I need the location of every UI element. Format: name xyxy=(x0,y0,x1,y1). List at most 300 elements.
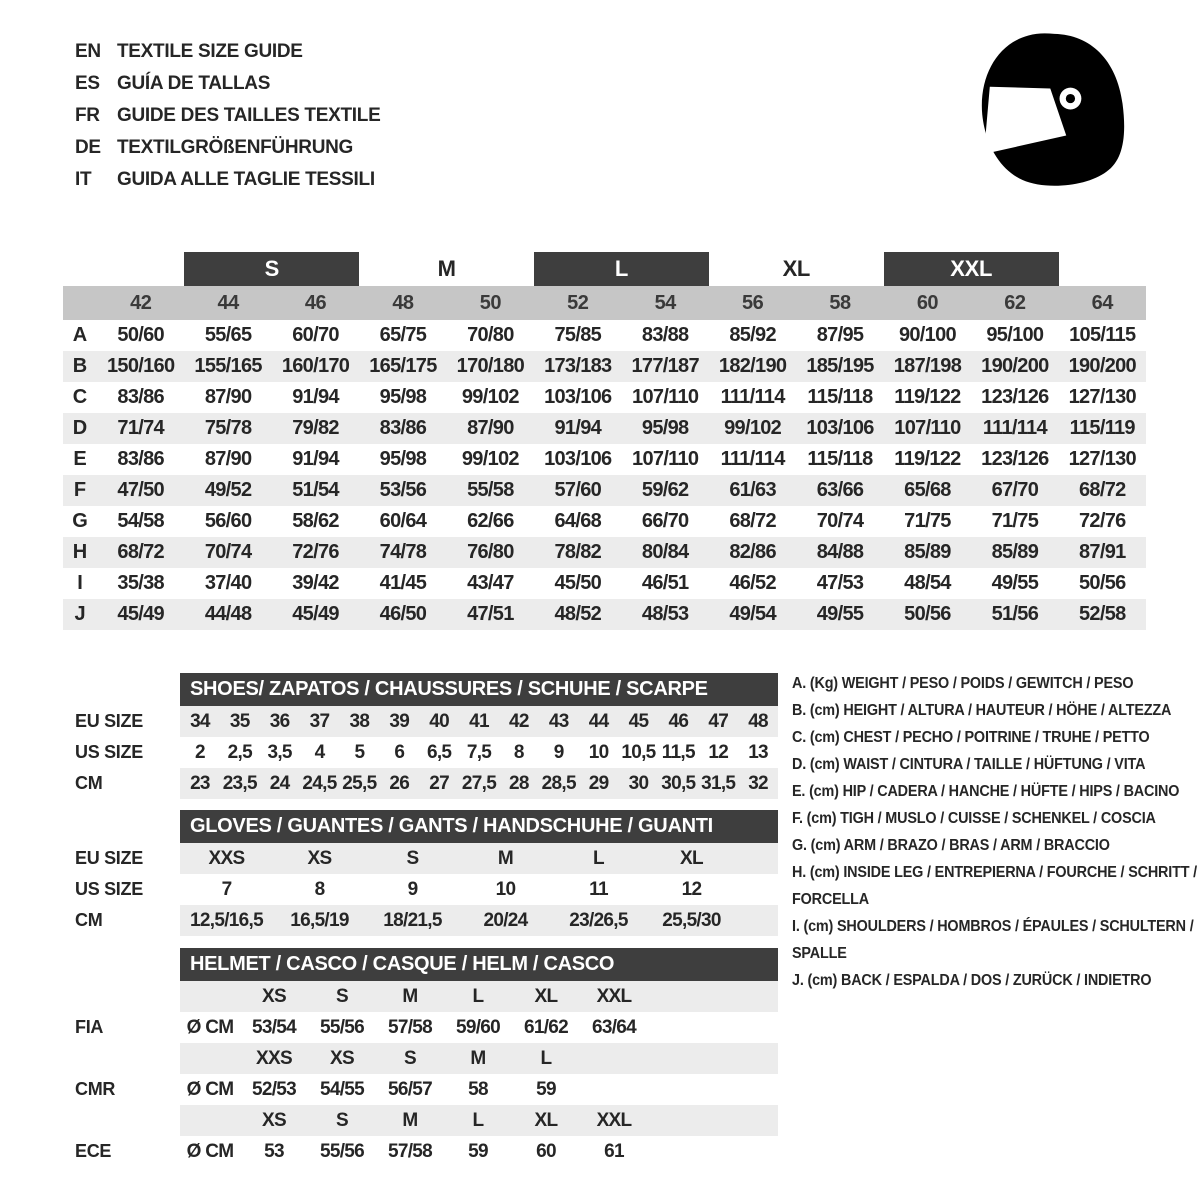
table-cell: 55/56 xyxy=(319,1016,365,1038)
column-header: 56 xyxy=(741,291,764,314)
guide-title: GUIDE DES TAILLES TEXTILE xyxy=(117,105,381,126)
row-label: C xyxy=(72,386,88,408)
column-header: 52 xyxy=(567,291,589,314)
table-cell: 29 xyxy=(588,772,609,794)
size-header-cell: L xyxy=(540,1047,552,1069)
row-label: H xyxy=(72,541,88,563)
row-values xyxy=(180,1136,778,1167)
row-values xyxy=(180,1043,778,1074)
table-cell: 12,5/16,5 xyxy=(190,909,263,931)
table-cell: 71/75 xyxy=(991,510,1039,532)
table-cell: 59 xyxy=(536,1078,556,1100)
table-cell: 43 xyxy=(548,710,569,732)
table-row xyxy=(63,413,1146,444)
table-cell: 30 xyxy=(628,772,649,794)
table-cell: 182/190 xyxy=(718,355,787,377)
table-cell: 49/55 xyxy=(991,572,1039,594)
table-cell: 190/200 xyxy=(981,355,1049,377)
size-header-cell: M xyxy=(470,1047,486,1069)
table-cell: 123/126 xyxy=(981,386,1049,408)
language-code: DE xyxy=(75,137,101,158)
table-row xyxy=(63,568,1146,599)
row-label: EU SIZE xyxy=(75,848,143,868)
table-cell: 18/21,5 xyxy=(383,909,442,931)
table-cell: 7 xyxy=(221,878,232,900)
table-cell: 79/82 xyxy=(292,417,339,439)
table-cell: 35/38 xyxy=(117,572,164,594)
table-cell: 10 xyxy=(588,741,609,763)
size-header-cell: L xyxy=(472,985,484,1007)
table-cell: 103/106 xyxy=(544,386,612,408)
helmet-sizes-row xyxy=(70,981,778,1012)
column-header: 62 xyxy=(1004,291,1026,314)
guide-title: GUIDA ALLE TAGLIE TESSILI xyxy=(117,169,375,190)
table-cell: 23,5 xyxy=(222,772,257,794)
table-cell: 9 xyxy=(407,878,418,900)
table-cell: 115/118 xyxy=(807,448,873,470)
gloves-title-bar: GLOVES / GUANTES / GANTS / HANDSCHUHE / GUANTI xyxy=(180,810,778,843)
table-cell: 56/60 xyxy=(204,510,252,532)
column-header: 58 xyxy=(829,291,851,314)
table-cell: 46/51 xyxy=(641,572,689,594)
table-cell: 83/86 xyxy=(117,448,164,470)
table-cell: 41 xyxy=(469,710,489,732)
table-cell: 4 xyxy=(314,741,325,763)
gloves-section xyxy=(70,810,778,936)
table-cell: 46/52 xyxy=(729,572,776,594)
table-cell: 34 xyxy=(190,710,210,732)
table-cell: 50/60 xyxy=(117,324,164,346)
table-cell: S xyxy=(406,847,419,869)
table-cell: 35 xyxy=(229,710,250,732)
row-label: US SIZE xyxy=(75,742,143,762)
table-cell: 39/42 xyxy=(292,572,339,594)
table-cell: 75/85 xyxy=(554,324,602,346)
table-cell: 48/54 xyxy=(904,572,951,594)
legend-item: D. (cm) WAIST / CINTURA / TAILLE / HÜFTUNG / VITA xyxy=(792,756,1146,773)
legend-item: I. (cm) SHOULDERS / HOMBROS / ÉPAULES / SCHULTERN / SPALLE xyxy=(792,918,1194,962)
column-header: 50 xyxy=(479,291,501,314)
column-header: 42 xyxy=(130,291,152,314)
table-cell: 6,5 xyxy=(426,741,452,763)
table-cell: 185/195 xyxy=(806,355,874,377)
table-cell: 72/76 xyxy=(1079,510,1126,532)
table-cell: 68/72 xyxy=(1079,479,1126,501)
language-code: ES xyxy=(75,73,100,94)
table-cell: 45/49 xyxy=(117,603,164,625)
table-cell: 76/80 xyxy=(467,541,514,563)
table-cell: M xyxy=(497,847,514,869)
legend-item: C. (cm) CHEST / PECHO / POITRINE / TRUHE / PETTO xyxy=(792,729,1150,746)
language-row xyxy=(75,68,380,100)
language-code: FR xyxy=(75,105,100,126)
helmet-values-row xyxy=(70,1136,778,1167)
table-cell: 55/56 xyxy=(319,1140,365,1162)
table-cell: 36 xyxy=(269,710,290,732)
table-cell: 46 xyxy=(668,710,689,732)
table-cell: 11 xyxy=(589,878,608,900)
table-cell: 61 xyxy=(604,1140,624,1162)
row-label: CM xyxy=(75,910,103,930)
table-cell: 43/47 xyxy=(467,572,514,594)
size-header-cell: XS xyxy=(330,1047,354,1069)
table-cell: 64/68 xyxy=(554,510,602,532)
table-cell: 62/66 xyxy=(467,510,514,532)
size-group-label: S xyxy=(184,252,359,286)
table-cell: 150/160 xyxy=(107,355,175,377)
language-row xyxy=(75,100,380,132)
standard-label: ECE xyxy=(75,1141,112,1161)
table-cell: 107/110 xyxy=(632,386,699,408)
table-cell: 65/75 xyxy=(379,324,427,346)
language-code: EN xyxy=(75,41,101,62)
table-cell: 95/98 xyxy=(641,417,689,439)
table-cell: 160/170 xyxy=(281,355,350,377)
textile-size-table-body xyxy=(63,320,1146,630)
table-cell: 91/94 xyxy=(292,448,339,470)
table-cell: 67/70 xyxy=(991,479,1039,501)
table-row xyxy=(70,768,778,799)
table-cell: 16,5/19 xyxy=(290,909,349,931)
guide-title: GUÍA DE TALLAS xyxy=(117,73,271,94)
table-cell: 119/122 xyxy=(894,386,961,408)
table-cell: 61/63 xyxy=(729,479,776,501)
table-cell: 87/91 xyxy=(1079,541,1126,563)
row-values xyxy=(180,1105,778,1136)
table-cell: 27,5 xyxy=(461,772,497,794)
table-cell: 9 xyxy=(553,741,564,763)
table-cell: 63/64 xyxy=(591,1016,637,1038)
measurement-legend xyxy=(792,670,1197,994)
row-label: A xyxy=(72,324,88,346)
table-cell: 47/53 xyxy=(816,572,864,594)
size-header-cell: M xyxy=(402,985,418,1007)
helmet-table-body xyxy=(70,981,778,1167)
table-cell: 59/60 xyxy=(455,1016,501,1038)
table-cell: 37 xyxy=(309,710,330,732)
size-group-label: XL xyxy=(782,256,811,281)
shoes-table-body xyxy=(70,706,778,799)
standard-label: FIA xyxy=(75,1017,104,1037)
table-cell: 28,5 xyxy=(541,772,576,794)
table-cell: 50/56 xyxy=(904,603,951,625)
table-cell: 119/122 xyxy=(894,448,961,470)
row-label xyxy=(70,1105,180,1136)
table-cell: 49/55 xyxy=(816,603,864,625)
table-cell: 123/126 xyxy=(981,448,1049,470)
row-values xyxy=(180,1012,778,1043)
size-group-label: XXL xyxy=(884,252,1059,286)
table-cell: 107/110 xyxy=(894,417,961,439)
table-cell: 68/72 xyxy=(729,510,776,532)
table-cell: 48/52 xyxy=(554,603,602,625)
table-cell: 87/90 xyxy=(204,386,252,408)
row-label xyxy=(70,981,180,1012)
legend-item: A. (Kg) WEIGHT / PESO / POIDS / GEWITCH / PESO xyxy=(792,675,1134,692)
table-cell: 45/50 xyxy=(554,572,602,594)
table-cell: 31,5 xyxy=(701,772,736,794)
table-cell: 91/94 xyxy=(554,417,602,439)
table-cell: 44 xyxy=(588,710,609,732)
table-cell: XS xyxy=(307,847,332,869)
size-header-cell: XS xyxy=(262,1109,286,1131)
table-cell: 85/89 xyxy=(904,541,951,563)
table-cell: 12 xyxy=(708,741,729,763)
table-cell: 68/72 xyxy=(117,541,164,563)
guide-title: TEXTILGRÖßENFÜHRUNG xyxy=(117,137,354,158)
table-cell: 127/130 xyxy=(1068,386,1136,408)
table-cell: 46/50 xyxy=(379,603,427,625)
table-cell: 6 xyxy=(394,741,405,763)
size-header-cell: L xyxy=(472,1109,484,1131)
table-row xyxy=(63,444,1146,475)
table-cell: 53/56 xyxy=(379,479,427,501)
table-cell: 48 xyxy=(748,710,768,732)
table-row xyxy=(63,506,1146,537)
table-cell: 25,5 xyxy=(342,772,377,794)
table-cell: 66/70 xyxy=(641,510,689,532)
size-header-cell: XL xyxy=(534,985,558,1007)
table-cell: 44/48 xyxy=(204,603,252,625)
table-cell: 115/119 xyxy=(1069,417,1135,439)
size-header-cell: XXS xyxy=(256,1047,292,1069)
legend-item: E. (cm) HIP / CADERA / HANCHE / HÜFTE / HIPS / BACINO xyxy=(792,783,1180,800)
table-cell: 177/187 xyxy=(631,355,699,377)
size-header-cell: S xyxy=(336,1109,348,1131)
table-cell: 28 xyxy=(508,772,529,794)
table-cell: 58 xyxy=(468,1078,488,1100)
column-header: 60 xyxy=(916,291,939,314)
table-cell: 8 xyxy=(314,878,325,900)
legend-item: G. (cm) ARM / BRAZO / BRAS / ARM / BRACCIO xyxy=(792,837,1110,854)
table-cell: 63/66 xyxy=(816,479,864,501)
table-cell: 90/100 xyxy=(898,324,956,346)
table-cell: XL xyxy=(680,847,703,869)
size-header-cell: M xyxy=(402,1109,418,1131)
table-row xyxy=(63,320,1146,351)
table-cell: 23 xyxy=(190,772,210,794)
table-cell: 7,5 xyxy=(466,741,492,763)
column-header: 44 xyxy=(217,291,239,314)
table-cell: 59 xyxy=(468,1140,488,1162)
language-row xyxy=(75,36,380,68)
size-header-cell: XXL xyxy=(596,985,632,1007)
table-cell: 56/57 xyxy=(387,1078,433,1100)
table-cell: 127/130 xyxy=(1068,448,1136,470)
row-values xyxy=(180,981,778,1012)
row-values xyxy=(180,706,778,737)
row-label: G xyxy=(72,510,88,532)
table-cell: 95/98 xyxy=(379,448,427,470)
helmet-values-row xyxy=(70,1012,778,1043)
table-cell: 74/78 xyxy=(379,541,427,563)
table-cell: 42 xyxy=(508,710,529,732)
shoes-title-bar: SHOES/ ZAPATOS / CHAUSSURES / SCHUHE / SCARPE xyxy=(180,673,778,706)
table-cell: 41/45 xyxy=(379,572,427,594)
table-cell: 111/114 xyxy=(720,448,785,470)
table-cell: 55/65 xyxy=(204,324,252,346)
table-cell: 165/175 xyxy=(369,355,437,377)
table-cell: 60 xyxy=(536,1140,556,1162)
table-cell: 20/24 xyxy=(483,909,528,931)
table-cell: 3,5 xyxy=(267,741,292,763)
table-cell: 105/115 xyxy=(1069,324,1136,346)
size-header-cell: XS xyxy=(262,985,286,1007)
row-label: B xyxy=(72,355,88,377)
table-cell: 57/58 xyxy=(387,1140,433,1162)
table-row xyxy=(70,843,778,874)
language-row xyxy=(75,132,380,164)
table-row xyxy=(70,874,778,905)
table-cell: 26 xyxy=(389,772,410,794)
row-values xyxy=(180,737,778,768)
table-cell: 99/102 xyxy=(461,386,519,408)
guide-title: TEXTILE SIZE GUIDE xyxy=(117,41,303,62)
table-cell: 71/74 xyxy=(117,417,164,439)
table-row xyxy=(63,599,1146,630)
table-cell: XXS xyxy=(208,847,245,869)
table-cell: 55/58 xyxy=(467,479,514,501)
table-cell: 57/58 xyxy=(387,1016,433,1038)
row-label: J xyxy=(74,603,86,625)
table-cell: 27 xyxy=(429,772,449,794)
standard-label: CMR xyxy=(75,1079,116,1099)
table-cell: 2,5 xyxy=(227,741,252,763)
table-cell: 11,5 xyxy=(661,741,695,763)
table-cell: 2 xyxy=(194,741,205,763)
table-cell: 47/50 xyxy=(117,479,164,501)
row-label: D xyxy=(72,417,88,439)
table-cell: 8 xyxy=(513,741,524,763)
table-cell: 54/58 xyxy=(117,510,164,532)
helmet-values-row xyxy=(70,1074,778,1105)
table-cell: 173/183 xyxy=(544,355,612,377)
unit-cell: Ø CM xyxy=(186,1140,234,1162)
row-label: US SIZE xyxy=(75,879,143,899)
table-cell: 70/74 xyxy=(816,510,864,532)
table-cell: 65/68 xyxy=(904,479,951,501)
table-cell: 38 xyxy=(349,710,370,732)
table-cell: 48/53 xyxy=(641,603,689,625)
row-values xyxy=(180,843,778,874)
table-cell: 70/74 xyxy=(204,541,252,563)
table-cell: 155/165 xyxy=(194,355,262,377)
column-header: 54 xyxy=(654,291,676,314)
table-cell: 83/86 xyxy=(117,386,164,408)
row-label: CM xyxy=(75,773,103,793)
row-label: I xyxy=(77,572,83,594)
table-row xyxy=(70,737,778,768)
legend-item: F. (cm) TIGH / MUSLO / CUISSE / SCHENKEL / COSCIA xyxy=(792,810,1156,827)
table-cell: 12 xyxy=(681,878,702,900)
table-cell: 107/110 xyxy=(632,448,699,470)
table-cell: 115/118 xyxy=(807,386,873,408)
language-title-block xyxy=(75,36,380,196)
table-cell: 61/62 xyxy=(523,1016,569,1038)
table-cell: 103/106 xyxy=(806,417,874,439)
column-header: 64 xyxy=(1091,291,1113,314)
table-cell: 83/88 xyxy=(641,324,689,346)
helmet-title-bar: HELMET / CASCO / CASQUE / HELM / CASCO xyxy=(180,948,778,981)
table-cell: 45 xyxy=(628,710,649,732)
row-values xyxy=(180,1074,778,1105)
table-cell: 53 xyxy=(264,1140,284,1162)
helmet-sizes-row xyxy=(70,1105,778,1136)
language-code: IT xyxy=(75,169,92,190)
column-header: 48 xyxy=(392,291,414,314)
table-cell: 47/51 xyxy=(467,603,514,625)
table-cell: 23/26,5 xyxy=(569,909,628,931)
table-cell: 47 xyxy=(708,710,729,732)
legend-item: J. (cm) BACK / ESPALDA / DOS / ZURÜCK / INDIETRO xyxy=(792,972,1152,989)
table-cell: 87/90 xyxy=(467,417,514,439)
size-header-cell: S xyxy=(404,1047,416,1069)
size-header-cell: XL xyxy=(534,1109,558,1131)
row-label xyxy=(70,1043,180,1074)
table-cell: 103/106 xyxy=(544,448,612,470)
row-values xyxy=(180,905,778,936)
table-row xyxy=(63,382,1146,413)
table-cell: 52/53 xyxy=(251,1078,297,1100)
table-cell: 82/86 xyxy=(729,541,776,563)
size-group-label: M xyxy=(437,256,456,281)
table-cell: 78/82 xyxy=(554,541,602,563)
table-cell: 13 xyxy=(748,741,768,763)
table-cell: 45/49 xyxy=(292,603,339,625)
row-label: F xyxy=(73,479,87,501)
table-cell: 95/98 xyxy=(379,386,427,408)
table-cell: 83/86 xyxy=(379,417,427,439)
table-cell: 59/62 xyxy=(641,479,689,501)
table-cell: 5 xyxy=(354,741,365,763)
table-cell: 10,5 xyxy=(621,741,656,763)
row-values xyxy=(180,768,778,799)
table-cell: 95/100 xyxy=(986,324,1044,346)
gloves-table-body xyxy=(70,843,778,936)
table-cell: 170/180 xyxy=(456,355,525,377)
helmet-section xyxy=(70,948,778,1167)
table-cell: 80/84 xyxy=(641,541,689,563)
unit-cell: Ø CM xyxy=(186,1016,234,1038)
table-cell: 99/102 xyxy=(724,417,782,439)
table-cell: 24 xyxy=(269,772,290,794)
unit-cell: Ø CM xyxy=(186,1078,234,1100)
table-cell: 53/54 xyxy=(251,1016,297,1038)
table-cell: 49/52 xyxy=(204,479,252,501)
table-cell: 39 xyxy=(389,710,410,732)
table-cell: 99/102 xyxy=(461,448,519,470)
row-label: E xyxy=(73,448,87,470)
table-cell: 52/58 xyxy=(1079,603,1126,625)
table-cell: 49/54 xyxy=(729,603,776,625)
table-cell: 91/94 xyxy=(292,386,339,408)
table-cell: 85/92 xyxy=(729,324,776,346)
table-cell: 30,5 xyxy=(661,772,696,794)
table-row xyxy=(63,351,1146,382)
table-cell: 37/40 xyxy=(204,572,252,594)
column-header: 46 xyxy=(304,291,327,314)
shoes-section xyxy=(70,673,778,799)
table-cell: 87/95 xyxy=(816,324,864,346)
table-row xyxy=(70,905,778,936)
table-cell: 60/70 xyxy=(292,324,339,346)
table-cell: 10 xyxy=(495,878,516,900)
table-cell: 75/78 xyxy=(204,417,252,439)
row-values xyxy=(180,874,778,905)
textile-size-table xyxy=(63,252,1146,630)
table-cell: 40 xyxy=(429,710,449,732)
column-header-row xyxy=(63,286,1146,320)
